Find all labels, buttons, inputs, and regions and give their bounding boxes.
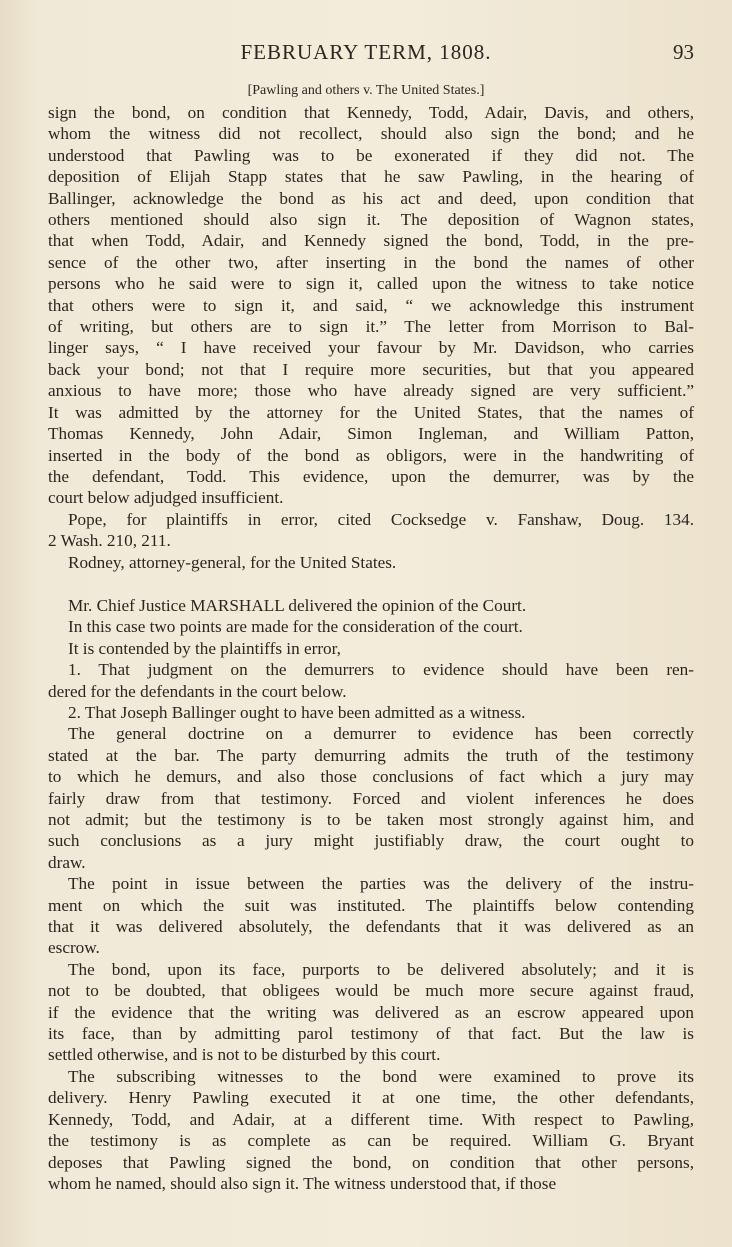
text-line: 1. That judgment on the demurrers to evidence should have been ren- <box>68 660 694 680</box>
text-line: that it was delivered absolutely, the defendants that it was delivered as an <box>48 917 694 937</box>
text-line: Rodney, attorney-general, for the United States. <box>68 552 397 572</box>
text-line: sence of the other two, after inserting in the bond the names of other <box>48 252 694 272</box>
text-line: Ballinger, acknowledge the bond as his act and deed, upon condition that <box>48 188 694 208</box>
text-line: such conclusions as a jury might justifiably draw, the court ought to <box>48 831 694 851</box>
text-line: It was admitted by the attorney for the United States, that the names of <box>48 402 694 422</box>
paragraph <box>48 702 694 723</box>
text-line: sign the bond, on condition that Kennedy, Todd, Adair, Davis, and others, <box>48 103 694 122</box>
text-line: Thomas Kennedy, John Adair, Simon Ingleman, and William Patton, <box>48 424 694 444</box>
text-line: whom he named, should also sign it. The witness understood that, if those <box>48 1173 557 1193</box>
text-line: linger says, “ I have received your favour by Mr. Davidson, who carries <box>48 338 694 358</box>
text-line: the testimony is as complete as can be required. William G. Bryant <box>48 1131 694 1151</box>
paragraph <box>48 616 694 637</box>
text-line: whom the witness did not recollect, should also sign the bond; and he <box>48 124 694 144</box>
text-line: court below adjudged insufficient. <box>48 488 284 508</box>
text-line: understood that Pawling was to be exonerated if they did not. The <box>48 145 694 165</box>
text-line: Kennedy, Todd, and Adair, at a different time. With respect to Pawling, <box>48 1109 694 1129</box>
paragraph <box>48 659 694 702</box>
case-caption: [Pawling and others v. The United States.] <box>247 83 485 98</box>
text-line: inserted in the body of the bond as obligors, were in the handwriting of <box>48 445 694 465</box>
text-line: Pope, for plaintiffs in error, cited Cocksedge v. Fanshaw, Doug. 134. <box>68 509 694 529</box>
text-line: that others were to sign it, and said, “ we acknowledge this instrument <box>48 295 694 315</box>
paragraph <box>48 102 694 509</box>
text-line: persons who he said were to sign it, called upon the witness to take notice <box>48 274 694 294</box>
text-line: the defendant, Todd. This evidence, upon the demurrer, was by the <box>48 466 694 486</box>
text-line: The point in issue between the parties was the delivery of the instru- <box>68 874 694 894</box>
text-line: Mr. Chief Justice MARSHALL delivered the opinion of the Court. <box>68 595 527 615</box>
paragraph <box>48 552 694 573</box>
text-line: The bond, upon its face, purports to be delivered absolutely; and it is <box>68 959 694 979</box>
paragraph <box>48 873 694 959</box>
text-line: stated at the bar. The party demurring admits the truth of the testimony <box>48 745 694 765</box>
text-line: its face, than by admitting parol testimony of that fact. But the law is <box>48 1024 694 1044</box>
page-header <box>0 40 732 70</box>
text-line: that when Todd, Adair, and Kennedy signed the bond, Todd, in the pre- <box>48 231 694 251</box>
text-line: The general doctrine on a demurrer to evidence has been correctly <box>68 724 694 744</box>
text-line: back your bond; not that I require more securities, but that you appeared <box>48 359 694 379</box>
text-line: delivery. Henry Pawling executed it at one time, the other defendants, <box>48 1088 694 1108</box>
running-title: FEBRUARY TERM, 1808. <box>240 40 492 64</box>
text-line: others mentioned should also sign it. The deposition of Wagnon states, <box>48 210 694 230</box>
text-line: not to be doubted, that obligees would be much more secure against fraud, <box>48 981 694 1001</box>
text-line: escrow. <box>48 938 100 958</box>
paragraph <box>48 595 694 616</box>
text-line: In this case two points are made for the consideration of the court. <box>68 617 523 637</box>
section-gap <box>48 573 694 595</box>
paragraph <box>48 638 694 659</box>
paragraph <box>48 723 694 873</box>
text-line: The subscribing witnesses to the bond were examined to prove its <box>68 1066 694 1086</box>
body-text <box>48 102 694 1194</box>
text-line: 2 Wash. 210, 211. <box>48 531 171 551</box>
text-line: fairly draw from that testimony. Forced and violent inferences he does <box>48 788 694 808</box>
page-number: 93 <box>673 40 694 64</box>
text-line: draw. <box>48 852 86 872</box>
text-line: 2. That Joseph Ballinger ought to have been admitted as a witness. <box>68 702 526 722</box>
text-line: deposition of Elijah Stapp states that he saw Pawling, in the hearing of <box>48 167 694 187</box>
paragraph <box>48 1066 694 1194</box>
text-line: deposes that Pawling signed the bond, on condition that other persons, <box>48 1152 694 1172</box>
text-line: if the evidence that the writing was delivered as an escrow appeared upon <box>48 1002 694 1022</box>
text-line: anxious to have more; those who have already signed are very sufficient.” <box>48 381 694 401</box>
text-line: not admit; but the testimony is to be taken most strongly against him, and <box>48 810 694 829</box>
text-line: to which he demurs, and also those conclusions of fact which a jury may <box>48 767 694 787</box>
paragraph <box>48 959 694 1066</box>
text-line: It is contended by the plaintiffs in error, <box>68 638 341 658</box>
text-line: settled otherwise, and is not to be disturbed by this court. <box>48 1045 441 1065</box>
text-line: ment on which the suit was instituted. The plaintiffs below contending <box>48 895 694 915</box>
text-line: dered for the defendants in the court below. <box>48 681 347 701</box>
paragraph <box>48 509 694 552</box>
text-line: of writing, but others are to sign it.” The letter from Morrison to Bal- <box>48 317 694 337</box>
